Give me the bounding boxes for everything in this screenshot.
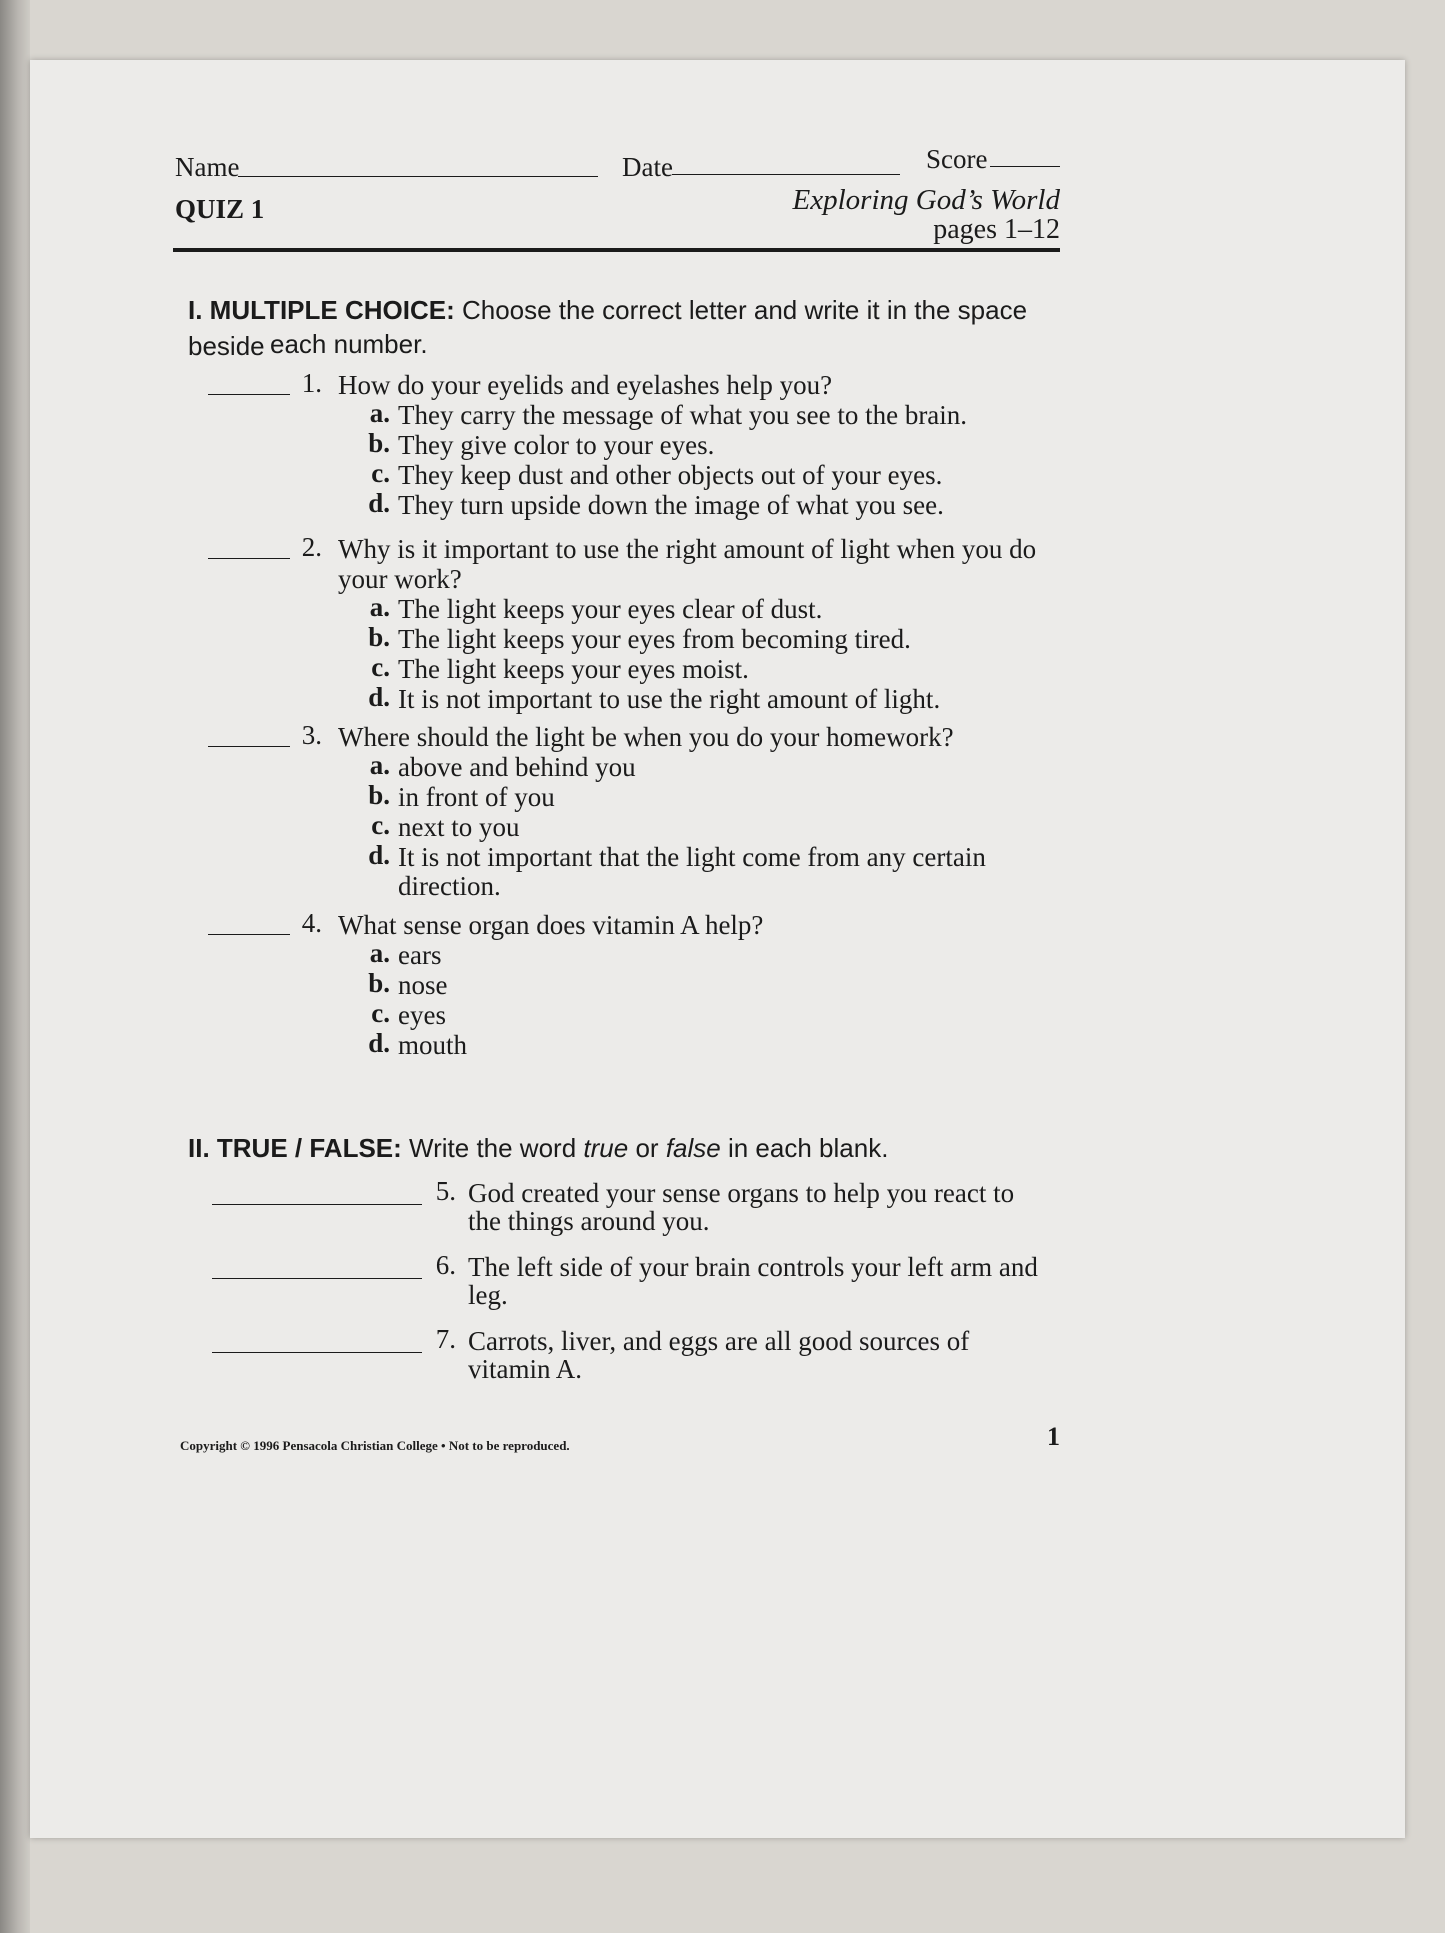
answer-blank[interactable] xyxy=(208,746,290,747)
book-binding xyxy=(0,0,30,1933)
option-text: mouth xyxy=(398,1030,468,1060)
option-letter: b. xyxy=(368,968,390,998)
option-text: The light keeps your eyes clear of dust. xyxy=(398,594,823,624)
item-number: 5. xyxy=(435,1176,456,1206)
item-number: 6. xyxy=(435,1250,456,1280)
answer-blank[interactable] xyxy=(212,1352,422,1353)
section-instructions: Choose the correct letter and write it in the space beside xyxy=(188,295,1028,361)
option-letter: d. xyxy=(368,488,390,518)
statement-text: Carrots, liver, and eggs are all good sources of xyxy=(468,1326,970,1356)
option-text: ears xyxy=(398,940,442,970)
question-number: 4. xyxy=(301,908,322,938)
question-text: What sense organ does vitamin A help? xyxy=(338,910,764,940)
question-number: 3. xyxy=(301,720,322,750)
option-text: in front of you xyxy=(398,782,555,812)
copyright-notice: Copyright © 1996 Pensacola Christian College • Not to be reproduced. xyxy=(180,1438,570,1453)
question-text: Where should the light be when you do your homework? xyxy=(338,722,954,752)
answer-blank[interactable] xyxy=(208,394,290,395)
option-text: The light keeps your eyes moist. xyxy=(398,654,749,684)
option-letter: a. xyxy=(369,750,390,780)
option-letter: d. xyxy=(368,840,390,870)
instr-or: or xyxy=(635,1133,659,1163)
pages-reference: pages 1–12 xyxy=(933,214,1060,245)
instr-true: true xyxy=(583,1133,629,1163)
option-text: next to you xyxy=(398,812,520,842)
question-text: Why is it important to use the right amount of light when you do xyxy=(338,534,1037,564)
instr-post: in each blank. xyxy=(727,1133,889,1163)
option-text: They keep dust and other objects out of your eyes. xyxy=(398,460,943,490)
option-text: It is not important to use the right amount of light. xyxy=(398,684,941,714)
option-text: above and behind you xyxy=(398,752,636,782)
statement-text: God created your sense organs to help you react to xyxy=(468,1178,1015,1208)
question-text: How do your eyelids and eyelashes help you? xyxy=(338,370,833,400)
statement-text: the things around you. xyxy=(468,1206,710,1236)
question-number: 2. xyxy=(301,532,322,562)
option-letter: a. xyxy=(369,398,390,428)
option-letter: c. xyxy=(371,458,390,488)
question-number: 1. xyxy=(301,368,322,398)
quiz-page xyxy=(30,60,1405,1838)
score-label: Score xyxy=(926,144,988,174)
page-number: 1 xyxy=(1047,1422,1060,1451)
option-text: The light keeps your eyes from becoming tired. xyxy=(398,624,911,654)
option-text: They turn upside down the image of what you see. xyxy=(398,490,944,520)
option-text: It is not important that the light come from any certain xyxy=(398,842,986,872)
score-field[interactable] xyxy=(990,166,1060,167)
date-field[interactable] xyxy=(672,174,900,175)
book-title: Exploring God’s World xyxy=(792,184,1060,216)
option-letter: a. xyxy=(369,938,390,968)
answer-blank[interactable] xyxy=(212,1278,422,1279)
option-letter: c. xyxy=(371,810,390,840)
option-text: They carry the message of what you see to the brain. xyxy=(398,400,968,430)
option-text: They give color to your eyes. xyxy=(398,430,715,460)
section-true-false-heading xyxy=(188,1130,1048,1166)
header-rule xyxy=(173,248,1060,252)
option-text: nose xyxy=(398,970,448,1000)
option-text: eyes xyxy=(398,1000,446,1030)
option-letter: d. xyxy=(368,682,390,712)
statement-text: vitamin A. xyxy=(468,1354,582,1384)
statement-text: leg. xyxy=(468,1280,508,1310)
date-label: Date xyxy=(622,152,673,182)
instr-false: false xyxy=(665,1133,721,1163)
answer-blank[interactable] xyxy=(212,1204,422,1205)
option-letter: b. xyxy=(368,780,390,810)
option-letter: b. xyxy=(368,428,390,458)
question-text: your work? xyxy=(338,564,462,594)
option-letter: d. xyxy=(368,1028,390,1058)
option-letter: b. xyxy=(368,622,390,652)
section-instructions-cont: each number. xyxy=(270,329,428,359)
option-text: direction. xyxy=(398,871,501,901)
option-letter: c. xyxy=(371,998,390,1028)
option-letter: a. xyxy=(369,592,390,622)
option-letter: c. xyxy=(371,652,390,682)
answer-blank[interactable] xyxy=(208,558,290,559)
statement-text: The left side of your brain controls your left arm and xyxy=(468,1252,1038,1282)
name-label: Name xyxy=(175,152,240,182)
name-field[interactable] xyxy=(238,176,598,177)
answer-blank[interactable] xyxy=(208,934,290,935)
item-number: 7. xyxy=(435,1324,456,1354)
section-title: II. TRUE / FALSE: xyxy=(188,1133,402,1163)
instr-pre: Write the word xyxy=(409,1133,577,1163)
quiz-title: QUIZ 1 xyxy=(175,194,265,224)
section-title: I. MULTIPLE CHOICE: xyxy=(188,295,455,325)
